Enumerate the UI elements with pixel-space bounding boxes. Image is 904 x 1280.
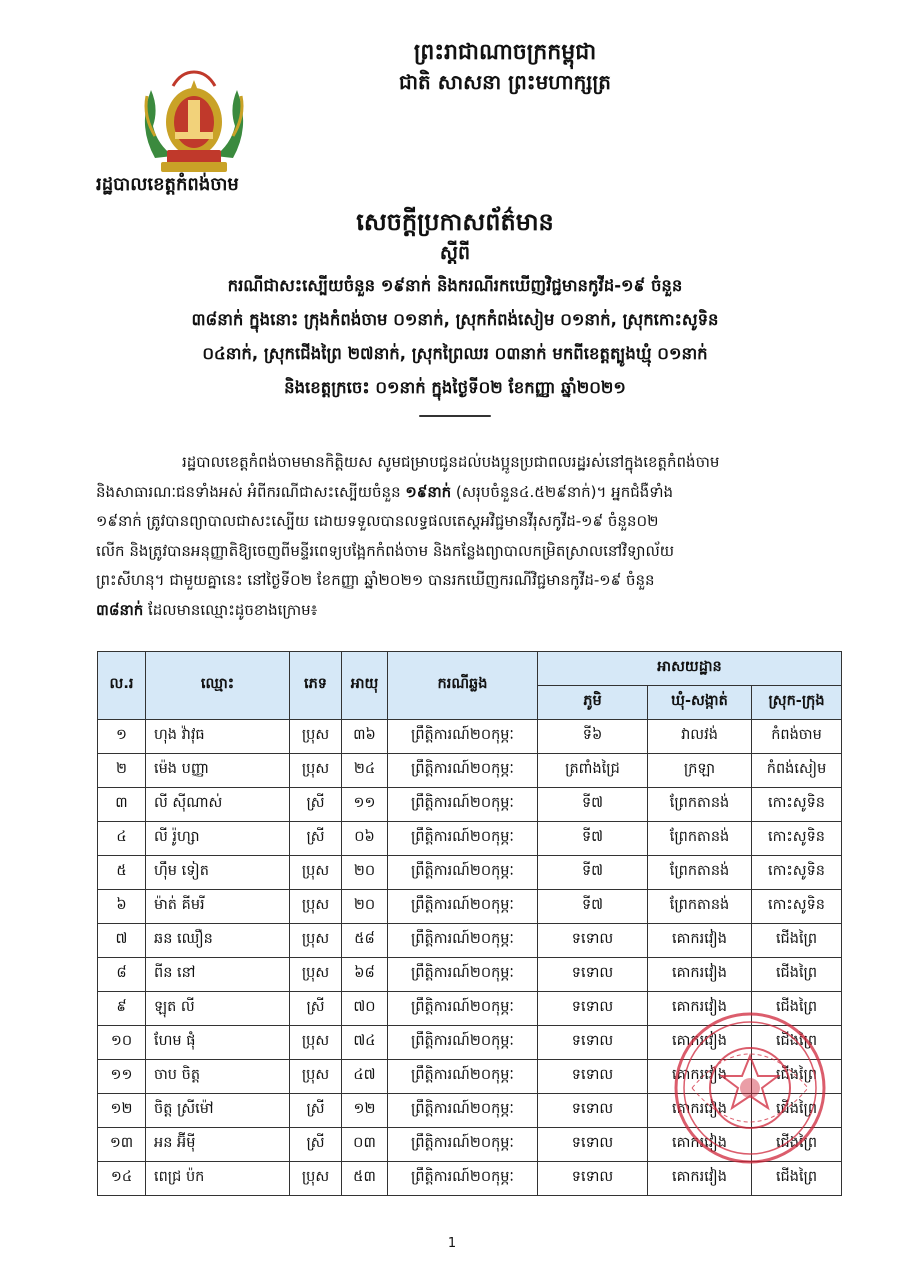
cell-no: ១ xyxy=(98,720,146,754)
title-divider xyxy=(419,415,491,417)
national-motto: ជាតិ សាសនា ព្រះមហាក្សត្រ xyxy=(399,70,611,94)
cell-district: កោះសូទិន xyxy=(752,788,842,822)
cell-name: ហុង វ៉ាវុធ xyxy=(146,720,290,754)
issuing-authority: រដ្ឋបាលខេត្តកំពង់ចាម xyxy=(96,174,239,195)
cell-village: ទទោល xyxy=(538,1060,648,1094)
cell-commune: គោករវៀង xyxy=(648,992,752,1026)
cell-district: កោះសូទិន xyxy=(752,856,842,890)
cell-commune: វាលវង់ xyxy=(648,720,752,754)
table-row xyxy=(98,1128,842,1162)
cell-age: ៤៧ xyxy=(342,1060,388,1094)
cell-no: ៥ xyxy=(98,856,146,890)
cell-no: ៨ xyxy=(98,958,146,992)
cell-commune: គោករវៀង xyxy=(648,1026,752,1060)
cell-age: ២០ xyxy=(342,890,388,924)
page-number: 1 xyxy=(447,1236,457,1251)
cell-age: ៦៨ xyxy=(342,958,388,992)
table-row xyxy=(98,992,842,1026)
subject-line: ០៤នាក់, ស្រុកជើងព្រៃ ២៧នាក់, ស្រុកព្រៃឈរ ០៣នាក់ មកពីខេត្តត្បូងឃ្មុំ ០១នាក់ xyxy=(202,344,708,363)
cell-commune: ព្រែកតានង់ xyxy=(648,788,752,822)
cell-village: ទទោល xyxy=(538,924,648,958)
col-header-sex: ភេទ xyxy=(290,652,342,720)
cell-sex: ប្រុស xyxy=(290,890,342,924)
cell-age: ៧០ xyxy=(342,992,388,1026)
cell-name: អន អ៊ីម៉ី xyxy=(146,1128,290,1162)
cell-no: ២ xyxy=(98,754,146,788)
cell-village: ទី៧ xyxy=(538,890,648,924)
cell-no: ១២ xyxy=(98,1094,146,1128)
cell-village: ត្រពាំងជ្រៃ xyxy=(538,754,648,788)
cell-commune: គោករវៀង xyxy=(648,924,752,958)
table-row xyxy=(98,1060,842,1094)
col-header-commune: ឃុំ-សង្កាត់ xyxy=(648,686,752,720)
cell-commune: គោករវៀង xyxy=(648,1094,752,1128)
cell-case: ព្រឹត្តិការណ៍២០កុម្ភៈ xyxy=(388,1128,538,1162)
cell-case: ព្រឹត្តិការណ៍២០កុម្ភៈ xyxy=(388,754,538,788)
provincial-emblem-logo xyxy=(133,66,255,178)
cell-sex: ប្រុស xyxy=(290,856,342,890)
cell-village: ទី៧ xyxy=(538,822,648,856)
cell-name: ឆន ឈឿន xyxy=(146,924,290,958)
cell-name: ចិត្ត ស្រីម៉ៅ xyxy=(146,1094,290,1128)
cell-name: ឡុត លី xyxy=(146,992,290,1026)
cell-case: ព្រឹត្តិការណ៍២០កុម្ភៈ xyxy=(388,890,538,924)
table-row xyxy=(98,1094,842,1128)
cell-village: ទី៧ xyxy=(538,788,648,822)
cell-no: ៧ xyxy=(98,924,146,958)
cell-sex: ស្រី xyxy=(290,1128,342,1162)
cell-age: ២៤ xyxy=(342,754,388,788)
table-row xyxy=(98,958,842,992)
table-row xyxy=(98,856,842,890)
cell-village: ទី៧ xyxy=(538,856,648,890)
cell-district: ជើងព្រៃ xyxy=(752,1162,842,1196)
cell-district: ជើងព្រៃ xyxy=(752,1094,842,1128)
cell-case: ព្រឹត្តិការណ៍២០កុម្ភៈ xyxy=(388,788,538,822)
body-text: និងសាធារណៈជនទាំងអស់ អំពីករណីជាសះស្បើយចំនួន xyxy=(96,482,406,501)
cell-village: ទទោល xyxy=(538,1128,648,1162)
cell-village: ទទោល xyxy=(538,1162,648,1196)
cell-district: ជើងព្រៃ xyxy=(752,1128,842,1162)
col-header-no: ល.រ xyxy=(98,652,146,720)
col-header-village: ភូមិ xyxy=(538,686,648,720)
body-line xyxy=(96,478,840,508)
cell-name: ចាប ចិត្ត xyxy=(146,1060,290,1094)
cell-commune: ព្រែកតានង់ xyxy=(648,856,752,890)
cell-district: កំពង់ចាម xyxy=(752,720,842,754)
cell-age: ៣៦ xyxy=(342,720,388,754)
cell-village: ទី៦ xyxy=(538,720,648,754)
cell-name: ម៉េង បញ្ញា xyxy=(146,754,290,788)
body-text: ដែលមានឈ្មោះដូចខាងក្រោម៖ xyxy=(143,600,318,619)
cell-case: ព្រឹត្តិការណ៍២០កុម្ភៈ xyxy=(388,1094,538,1128)
table-row xyxy=(98,1162,842,1196)
positive-count: ៣៨នាក់ xyxy=(96,600,144,619)
cell-case: ព្រឹត្តិការណ៍២០កុម្ភៈ xyxy=(388,1162,538,1196)
body-line: រដ្ឋបាលខេត្តកំពង់ចាមមានកិត្តិយស សូមជម្រាបជូនដល់បងប្អូនប្រជាពលរដ្ឋរស់នៅក្នុងខេត្តកំពង់ចាម xyxy=(182,453,720,471)
cell-commune: គោករវៀង xyxy=(648,1128,752,1162)
cell-no: ១០ xyxy=(98,1026,146,1060)
col-header-age: អាយុ xyxy=(342,652,388,720)
subject-line: ករណីជាសះស្បើយចំនួន ១៩នាក់ និងករណីរកឃើញវិជ្ជមានកូវីដ-១៩ ចំនួន xyxy=(227,276,683,295)
cell-case: ព្រឹត្តិការណ៍២០កុម្ភៈ xyxy=(388,822,538,856)
cell-village: ទទោល xyxy=(538,1026,648,1060)
cell-no: ៦ xyxy=(98,890,146,924)
cell-commune: គោករវៀង xyxy=(648,1162,752,1196)
cell-sex: ស្រី xyxy=(290,822,342,856)
cell-commune: ក្រឡា xyxy=(648,754,752,788)
cell-commune: ព្រែកតានង់ xyxy=(648,822,752,856)
cell-district: កំពង់សៀម xyxy=(752,754,842,788)
cell-commune: គោករវៀង xyxy=(648,958,752,992)
cell-no: ៩ xyxy=(98,992,146,1026)
subject-line: ៣៨នាក់ ក្នុងនោះ ក្រុងកំពង់ចាម ០១នាក់, ស្រុកកំពង់សៀម ០១នាក់, ស្រុកកោះសូទិន xyxy=(191,310,719,329)
col-header-name: ឈ្មោះ xyxy=(146,652,290,720)
cell-name: លី ស៊ីណាស់ xyxy=(146,788,290,822)
cell-sex: ប្រុស xyxy=(290,1026,342,1060)
cell-sex: ប្រុស xyxy=(290,1162,342,1196)
cell-sex: ប្រុស xyxy=(290,1060,342,1094)
cell-case: ព្រឹត្តិការណ៍២០កុម្ភៈ xyxy=(388,1026,538,1060)
table-row xyxy=(98,720,842,754)
announcement-heading xyxy=(110,205,800,417)
announcement-body xyxy=(96,448,840,625)
cell-name: ម៉ាត់ គីមរី xyxy=(146,890,290,924)
cell-district: កោះសូទិន xyxy=(752,890,842,924)
announcement-subject xyxy=(110,269,800,405)
body-text: (សរុបចំនួន៤.៥២៩នាក់)។ អ្នកជំងឺទាំង xyxy=(451,482,674,501)
cell-sex: ស្រី xyxy=(290,788,342,822)
table-header-row xyxy=(98,652,842,686)
cell-district: ជើងព្រៃ xyxy=(752,1060,842,1094)
cell-name: ពេជ្រ ប៉ក xyxy=(146,1162,290,1196)
table-row xyxy=(98,924,842,958)
cell-village: ទទោល xyxy=(538,992,648,1026)
cell-sex: ប្រុស xyxy=(290,958,342,992)
table-body xyxy=(98,720,842,1196)
cell-name: ហែម ផុំ xyxy=(146,1026,290,1060)
cell-case: ព្រឹត្តិការណ៍២០កុម្ភៈ xyxy=(388,856,538,890)
cell-no: ១១ xyxy=(98,1060,146,1094)
cell-name: លី រ៉ូហ្សា xyxy=(146,822,290,856)
cell-sex: ប្រុស xyxy=(290,720,342,754)
body-line: លើក និងត្រូវបានអនុញ្ញាតិឱ្យចេញពីមន្ទីរពេទ្យបង្អែកកំពង់ចាម និងកន្លែងព្យាបាលកម្រិតស្រាលនៅវិទ្យាល័យ xyxy=(96,541,675,560)
cell-age: ៥៣ xyxy=(342,1162,388,1196)
cell-no: ១៣ xyxy=(98,1128,146,1162)
kingdom-header xyxy=(340,38,670,96)
cell-case: ព្រឹត្តិការណ៍២០កុម្ភៈ xyxy=(388,720,538,754)
cell-district: ជើងព្រៃ xyxy=(752,958,842,992)
cell-no: ១៤ xyxy=(98,1162,146,1196)
cell-village: ទទោល xyxy=(538,958,648,992)
table-row xyxy=(98,1026,842,1060)
cell-district: ជើងព្រៃ xyxy=(752,924,842,958)
cell-district: ជើងព្រៃ xyxy=(752,1026,842,1060)
table-row xyxy=(98,822,842,856)
cell-age: ០៦ xyxy=(342,822,388,856)
cell-age: ១១ xyxy=(342,788,388,822)
cell-case: ព្រឹត្តិការណ៍២០កុម្ភៈ xyxy=(388,924,538,958)
cell-age: ៥៨ xyxy=(342,924,388,958)
body-line: ព្រះសីហនុ។ ជាមួយគ្នានេះ នៅថ្ងៃទី០២ ខែកញ្ញា ឆ្នាំ២០២១ បានរកឃើញករណីវិជ្ជមានកូវីដ-១៩ ចំនួន xyxy=(96,571,655,589)
col-header-address: អាសយដ្ឋាន xyxy=(538,652,842,686)
cell-commune: ព្រែកតានង់ xyxy=(648,890,752,924)
table-row xyxy=(98,890,842,924)
col-header-case: ករណីឆ្លង xyxy=(388,652,538,720)
table-row xyxy=(98,788,842,822)
cell-district: កោះសូទិន xyxy=(752,822,842,856)
cell-district: ជើងព្រៃ xyxy=(752,992,842,1026)
cell-village: ទទោល xyxy=(538,1094,648,1128)
cell-sex: ស្រី xyxy=(290,992,342,1026)
body-line: ១៩នាក់ ត្រូវបានព្យាបាលជាសះស្បើយ ដោយទទួលបានលទ្ធផលតេស្តអវិជ្ជមានវីរុសកូវីដ-១៩ ចំនួន០២ xyxy=(96,512,659,530)
announcement-title: សេចក្តីប្រកាសព័ត៌មាន xyxy=(356,208,554,236)
col-header-district: ស្រុក-ក្រុង xyxy=(752,686,842,720)
body-line xyxy=(96,596,840,626)
cell-case: ព្រឹត្តិការណ៍២០កុម្ភៈ xyxy=(388,958,538,992)
cell-age: ០៣ xyxy=(342,1128,388,1162)
cell-no: ៣ xyxy=(98,788,146,822)
cell-age: ១២ xyxy=(342,1094,388,1128)
cell-name: ពីន នៅ xyxy=(146,958,290,992)
recovered-count: ១៩នាក់ xyxy=(405,482,452,501)
cell-commune: គោករវៀង xyxy=(648,1060,752,1094)
cell-case: ព្រឹត្តិការណ៍២០កុម្ភៈ xyxy=(388,992,538,1026)
cell-name: ហ៊ឹម ទៀត xyxy=(146,856,290,890)
kingdom-name: ព្រះរាជាណាចក្រកម្ពុជា xyxy=(413,40,597,65)
cell-age: ២០ xyxy=(342,856,388,890)
positive-cases-table xyxy=(97,651,842,1196)
cell-case: ព្រឹត្តិការណ៍២០កុម្ភៈ xyxy=(388,1060,538,1094)
cell-no: ៤ xyxy=(98,822,146,856)
cell-sex: ស្រី xyxy=(290,1094,342,1128)
cell-age: ៧៤ xyxy=(342,1026,388,1060)
table-row xyxy=(98,754,842,788)
cell-sex: ប្រុស xyxy=(290,754,342,788)
announcement-about: ស្តីពី xyxy=(439,242,471,264)
subject-line: និងខេត្តក្រចេះ ០១នាក់ ក្នុងថ្ងៃទី០២ ខែកញ្ញា ឆ្នាំ២០២១ xyxy=(284,378,626,397)
cell-sex: ប្រុស xyxy=(290,924,342,958)
